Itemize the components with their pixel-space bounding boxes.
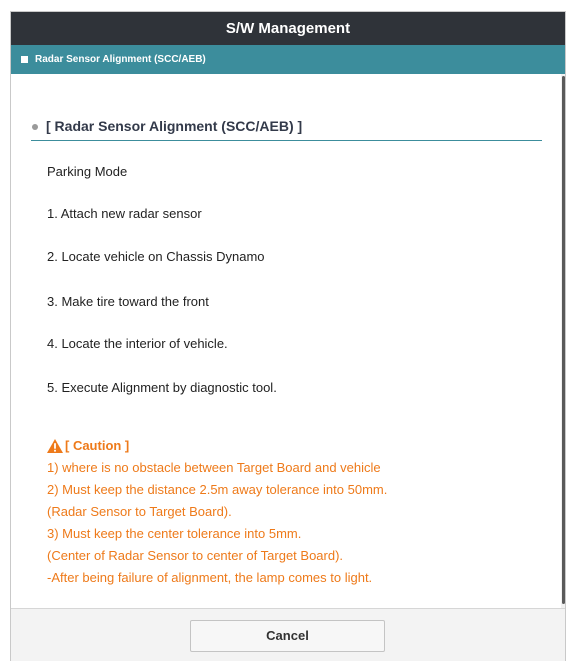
subheader-title: Radar Sensor Alignment (SCC/AEB) — [35, 54, 206, 65]
square-bullet-icon — [21, 56, 28, 63]
dialog-footer — [11, 608, 565, 661]
content-area — [11, 74, 561, 608]
section-header — [31, 118, 542, 141]
caution-header — [47, 438, 129, 453]
window-title: S/W Management — [11, 12, 565, 45]
warning-icon — [47, 439, 63, 453]
caution-line-6: -After being failure of alignment, the lamp comes to light. — [47, 570, 373, 585]
section-title: [ Radar Sensor Alignment (SCC/AEB) ] — [46, 118, 303, 134]
caution-line-1: 1) where is no obstacle between Target Board and vehicle — [47, 460, 381, 475]
step-parking-mode: Parking Mode — [47, 164, 128, 179]
subheader-bar — [11, 45, 565, 74]
step-2: 2. Locate vehicle on Chassis Dynamo — [47, 249, 265, 264]
step-4: 4. Locate the interior of vehicle. — [47, 336, 228, 351]
scrollbar-thumb[interactable] — [562, 76, 565, 604]
step-1: 1. Attach new radar sensor — [47, 206, 202, 221]
bullet-icon — [32, 124, 38, 130]
caution-line-3: (Radar Sensor to Target Board). — [47, 504, 232, 519]
step-3: 3. Make tire toward the front — [47, 294, 209, 309]
caution-title: [ Caution ] — [65, 438, 130, 453]
sw-management-dialog — [10, 11, 566, 661]
step-5: 5. Execute Alignment by diagnostic tool. — [47, 380, 277, 395]
cancel-button[interactable]: Cancel — [190, 620, 385, 652]
caution-line-2: 2) Must keep the distance 2.5m away tolerance into 50mm. — [47, 482, 388, 497]
caution-line-4: 3) Must keep the center tolerance into 5mm. — [47, 526, 302, 541]
caution-line-5: (Center of Radar Sensor to center of Target Board). — [47, 548, 344, 563]
